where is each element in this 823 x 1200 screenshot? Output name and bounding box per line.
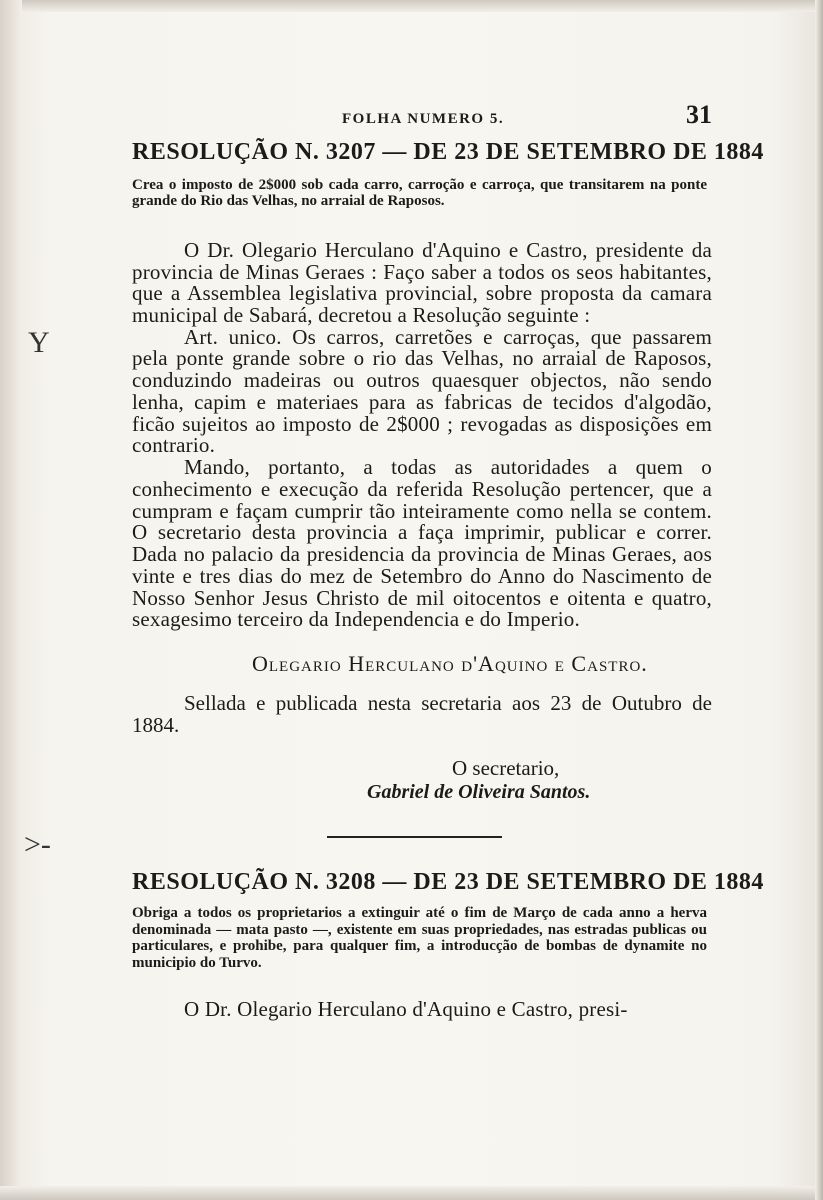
page-content — [132, 100, 764, 1022]
resolution-3207-preamble: O Dr. Olegario Herculano d'Aquino e Castro, presidente da provincia de Minas Geraes : Faço saber a todos os seos habitantes, que a Assemblea legislativa provincial, sobre proposta da camara municipal de Sabará, decretou a Resolução seguinte : — [132, 237, 712, 327]
page-number: 31 — [686, 100, 712, 129]
section-divider — [327, 836, 502, 838]
folha-label: FOLHA NUMERO 5. — [342, 111, 505, 127]
secretary-name: Gabriel de Oliveira Santos. — [367, 781, 591, 804]
running-head — [342, 100, 712, 130]
resolution-3208-summary: Obriga a todos os proprietarios a extinguir até o fim de Março de cada anno a herva denominada — mata pasto —, existente em suas propriedades, nas estradas publicas ou particulares, e prohibe, para qualquer fim, a introducção de bombas de dynamite no municipio do Turvo. — [132, 905, 707, 971]
secretary-label: O secretario, — [452, 756, 560, 781]
resolution-3207-summary: Crea o imposto de 2$000 sob cada carro, carroção e carroça, que transitarem na ponte grande do Rio das Velhas, no arraial de Raposos. — [132, 176, 707, 210]
resolution-3208-title: RESOLUÇÃO N. 3208 — DE 23 DE SETEMBRO DE 1884 — [132, 869, 764, 896]
resolution-3207-mandate: Mando, portanto, a todas as autoridades a quem o conhecimento e execução da referida Resolução pertencer, que a cumpram e façam cumprir tão inteiramente como nella se contem. O secretario desta provincia a faça imprimir, publicar e correr. Dada no palacio da presidencia da provincia de Minas Geraes, aos vinte e tres dias do mez de Setembro do Anno do Nascimento de Nosso Senhor Jesus Christo de mil oitocentos e oitenta e quatro, sexagesimo terceiro da Independencia e do Imperio. — [132, 455, 712, 632]
page-edge-right — [815, 0, 823, 1200]
page-edge-bottom — [0, 1186, 823, 1200]
resolution-3208-opening: O Dr. Olegario Herculano d'Aquino e Castro, presi- — [184, 997, 628, 1022]
margin-mark-2: >- — [24, 828, 51, 861]
margin-mark-1: Y — [28, 326, 50, 359]
president-signature: Olegario Herculano d'Aquino e Castro. — [252, 651, 648, 677]
resolution-3207-article: Art. unico. Os carros, carretões e carroças, que passarem pela ponte grande sobre o rio das Velhas, no arraial de Raposos, conduzindo madeiras ou outros quaesquer objectos, não sendo lenha, capim e materiaes para as fabricas de tecidos d'algodão, ficão sujeitos ao imposto de 2$000 ; revogadas as disposições em contrario. — [132, 324, 712, 458]
publication-note: Sellada e publicada nesta secretaria aos 23 de Outubro de 1884. — [132, 691, 712, 737]
resolution-3207-title: RESOLUÇÃO N. 3207 — DE 23 DE SETEMBRO DE 1884 — [132, 139, 764, 165]
page-edge-top — [0, 0, 823, 12]
page-edge-left — [0, 0, 22, 1200]
